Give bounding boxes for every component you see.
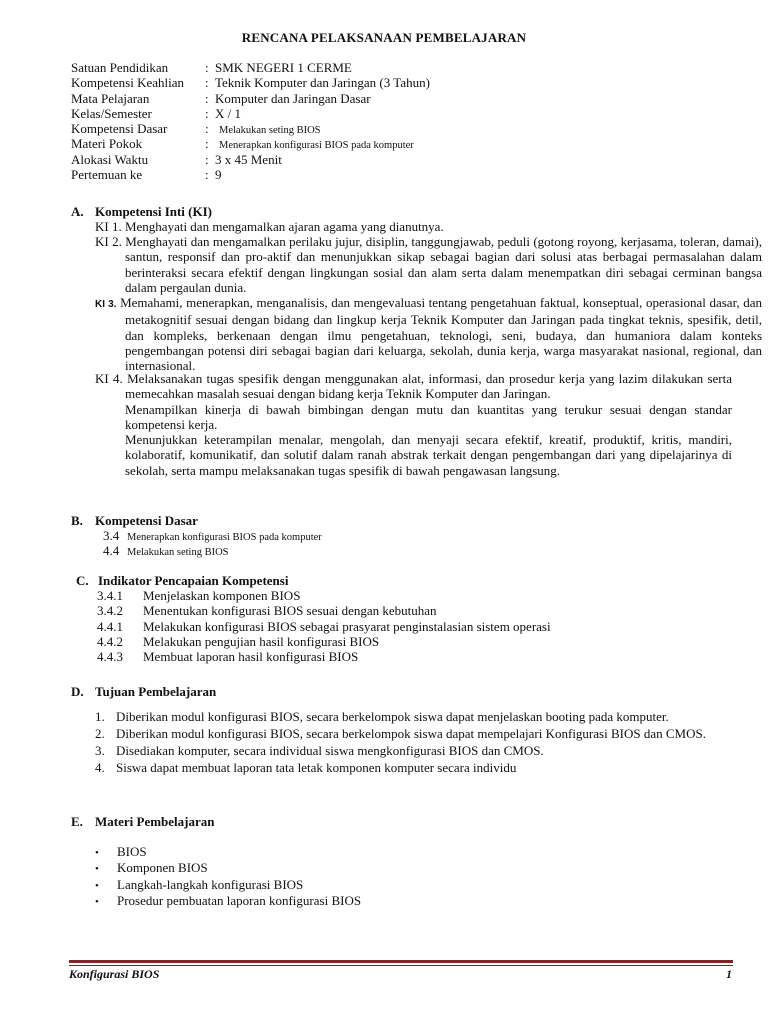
footer-title: Konfigurasi BIOS — [69, 967, 160, 981]
item-number: 3.4.1 — [97, 588, 123, 603]
ki-label: KI 3. — [95, 299, 117, 310]
list-item — [97, 603, 551, 618]
section-letter: A. — [71, 204, 84, 219]
page-title: RENCANA PELAKSANAAN PEMBELAJARAN — [241, 30, 527, 45]
section-e-heading — [71, 814, 214, 830]
meta-key: Alokasi Waktu — [71, 151, 149, 167]
meta-value: 3 x 45 Menit — [215, 151, 282, 167]
item-text: Membuat laporan hasil konfigurasi BIOS — [143, 649, 359, 665]
list-item — [97, 649, 551, 664]
ki-4-para-1 — [95, 371, 732, 402]
bullet-icon: • — [95, 895, 99, 908]
ki-3 — [95, 295, 762, 373]
list-item — [95, 726, 732, 741]
ki-text: Menghayati dan mengamalkan ajaran agama yang dianutnya. — [124, 219, 444, 234]
section-letter: B. — [71, 513, 83, 528]
ki-text: Memahami, menerapkan, menganalisis, dan mengevaluasi tentang pengetahuan faktual, konseptual, operasional dasar, dan metakognitif sesuai dengan bidang dan lingkup kerja Teknik Komputer dan Jaringan pada tingkat teknis, spesifik, detil, dan kompleks, berkenaan dengan ilmu pengetahuan, teknologi, seni, budaya, dan humaniora dalam konteks pengembangan potensi diri sebagai bagian dari keluarga, sekolah, dunia kerja, warga masyarakat nasional, regional, dan internasional. — [120, 295, 762, 374]
item-text: BIOS — [117, 844, 147, 859]
ki-2 — [95, 234, 762, 295]
list-item — [103, 528, 322, 543]
item-text: Disediakan komputer, secara individual siswa mengkonfigurasi BIOS dan CMOS. — [116, 743, 544, 758]
meta-row — [71, 121, 430, 136]
footer-rule-thick — [69, 960, 733, 963]
item-number: 3.4 — [103, 528, 120, 543]
list-item — [95, 860, 361, 876]
indicator-list — [97, 588, 551, 664]
section-d-heading — [71, 684, 216, 700]
meta-row — [71, 75, 430, 90]
item-number: 4.4 — [103, 543, 120, 558]
meta-key: Kelas/Semester — [71, 105, 152, 121]
meta-colon: : — [205, 75, 209, 91]
meta-key: Kompetensi Dasar — [71, 121, 168, 137]
meta-colon: : — [205, 90, 209, 106]
item-number: 3. — [95, 743, 105, 758]
item-number: 1. — [95, 709, 105, 724]
section-title: Tujuan Pembelajaran — [95, 684, 217, 699]
materials-list — [95, 844, 361, 909]
bullet-icon: • — [95, 863, 99, 876]
list-item — [95, 893, 361, 909]
ki-label: KI 4. — [95, 371, 123, 386]
list-item — [95, 877, 361, 893]
meta-row — [71, 60, 430, 75]
section-title: Kompetensi Dasar — [95, 513, 198, 528]
ki-label: KI 2. — [95, 234, 122, 249]
meta-colon: : — [205, 151, 209, 167]
item-text: Prosedur pembuatan laporan konfigurasi BIOS — [117, 892, 362, 908]
list-item — [97, 634, 551, 649]
list-item — [97, 588, 551, 603]
item-text: Melakukan seting BIOS — [127, 547, 229, 558]
item-text: Melakukan pengujian hasil konfigurasi BIOS — [143, 633, 380, 649]
footer-rule-thin — [69, 965, 733, 966]
item-text: Menjelaskan komponen BIOS — [143, 588, 301, 603]
section-title: Kompetensi Inti (KI) — [95, 204, 212, 219]
section-title: Materi Pembelajaran — [95, 814, 215, 829]
meta-row — [71, 106, 430, 121]
objectives-list — [95, 709, 732, 777]
item-text: Menentukan konfigurasi BIOS sesuai dengan kebutuhan — [143, 603, 437, 619]
ki-4-para-3: Menunjukkan keterampilan menalar, mengolah, dan menyaji secara efektif, kreatif, produktif, kritis, mandiri, kolaboratif, komunikatif, dan solutif dalam ranah abstrak terkait dengan pengembangan dari yang dipelajarinya di sekolah, serta mampu melaksanakan tugas spesifik di bawah pengawasan langsung. — [125, 432, 732, 478]
section-letter: C. — [76, 573, 89, 588]
page-number: 1 — [726, 967, 732, 981]
item-text: Diberikan modul konfigurasi BIOS, secara berkelompok siswa dapat mempelajari Konfigurasi BIOS dan CMOS. — [116, 726, 706, 741]
bullet-icon: • — [95, 879, 99, 892]
ki-4-para-2: Menampilkan kinerja di bawah bimbingan dengan mutu dan kuantitas yang terukur sesuai dengan standar kompetensi kerja. — [125, 401, 732, 432]
meta-key: Materi Pokok — [71, 136, 143, 152]
item-text: Langkah-langkah konfigurasi BIOS — [117, 876, 304, 892]
ki-text: Melaksanakan tugas spesifik dengan menggunakan alat, informasi, dan prosedur kerja yang lazim dilakukan serta memecahkan masalah sesuai dengan bidang kerja Teknik Komputer dan Jaringan. — [125, 371, 733, 402]
meta-value: Komputer dan Jaringan Dasar — [215, 90, 371, 106]
kd-list — [103, 528, 322, 558]
item-text: Siswa dapat membuat laporan tata letak komponen komputer secara individu — [116, 760, 517, 775]
meta-colon: : — [205, 105, 209, 121]
section-b-heading — [71, 513, 198, 529]
ki-1 — [95, 219, 732, 234]
meta-value: Teknik Komputer dan Jaringan (3 Tahun) — [215, 75, 430, 91]
meta-value: SMK NEGERI 1 CERME — [215, 60, 352, 75]
meta-row — [71, 91, 430, 106]
item-number: 4.4.3 — [97, 649, 123, 665]
section-letter: D. — [71, 684, 84, 699]
item-text: Menerapkan konfigurasi BIOS pada komputer — [127, 532, 322, 543]
identity-block — [71, 60, 430, 182]
meta-row — [71, 136, 430, 151]
meta-value: X / 1 — [215, 105, 241, 121]
meta-colon: : — [205, 60, 209, 75]
meta-row — [71, 152, 430, 167]
meta-key: Pertemuan ke — [71, 167, 143, 183]
item-text: Komponen BIOS — [117, 860, 208, 876]
list-item — [103, 543, 322, 558]
list-item — [95, 760, 732, 775]
meta-value: Melakukan seting BIOS — [219, 125, 321, 137]
item-number: 4.4.1 — [97, 618, 123, 634]
bullet-icon: • — [95, 847, 99, 859]
ki-label: KI 1. — [95, 219, 122, 234]
item-text: Diberikan modul konfigurasi BIOS, secara berkelompok siswa dapat menjelaskan booting pada komputer. — [116, 709, 669, 724]
meta-row — [71, 167, 430, 182]
list-item — [95, 844, 361, 860]
item-text: Melakukan konfigurasi BIOS sebagai prasyarat penginstalasian sistem operasi — [143, 618, 551, 634]
list-item — [97, 619, 551, 634]
section-letter: E. — [71, 814, 83, 829]
meta-colon: : — [205, 167, 209, 183]
ki-4 — [95, 371, 732, 478]
item-number: 3.4.2 — [97, 603, 123, 619]
section-a-heading — [71, 204, 212, 220]
item-number: 2. — [95, 726, 105, 741]
item-number: 4.4.2 — [97, 633, 123, 649]
section-c-heading — [76, 573, 288, 589]
list-item — [95, 743, 732, 758]
ki-text: Menghayati dan mengamalkan perilaku jujur, disiplin, tanggungjawab, peduli (gotong royong, kerjasama, toleran, damai), santun, responsif dan pro-aktif dan menunjukkan sikap sebagai bagian dari solusi atas berbagai permasalahan dalam berinteraksi secara efektif dengan lingkungan sosial dan alam serta dalam menempatkan diri sebagai cerminan bangsa dalam pergaulan dunia. — [125, 234, 763, 295]
meta-colon: : — [205, 136, 209, 152]
meta-key: Satuan Pendidikan — [71, 60, 169, 75]
item-number: 4. — [95, 760, 105, 775]
meta-key: Mata Pelajaran — [71, 90, 150, 106]
section-title: Indikator Pencapaian Kompetensi — [98, 573, 289, 588]
list-item — [95, 709, 732, 724]
meta-key: Kompetensi Keahlian — [71, 75, 184, 91]
meta-value: Menerapkan konfigurasi BIOS pada komputer — [219, 140, 414, 152]
meta-colon: : — [205, 121, 209, 137]
meta-value: 9 — [215, 167, 222, 183]
